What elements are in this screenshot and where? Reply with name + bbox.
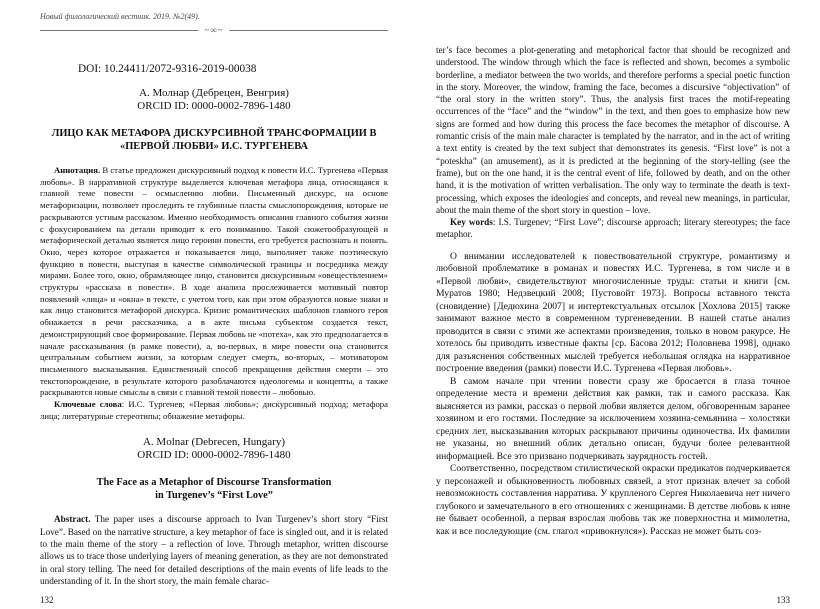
title-ru-line1: ЛИЦО КАК МЕТАФОРА ДИСКУРСИВНОЙ ТРАНСФОРМАЦИИ В [51, 128, 377, 139]
ornament-icon: ~∞~ [198, 25, 229, 35]
keywords-ru-label: Ключевые слова [54, 399, 122, 410]
author-en: A. Molnar (Debrecen, Hungary) [142, 436, 286, 449]
keywords-en-text: : I.S. Turgenev; “First Love”; discourse approach; literary stereotypes; the face metaphor. [436, 217, 790, 240]
page-number-right: 133 [776, 595, 790, 605]
orcid-en: ORCID ID: 0000-0002-7896-1480 [137, 449, 291, 462]
abstract-en [40, 513, 388, 587]
keywords-en-label: Key words [450, 217, 493, 228]
abstract-en-continued: ter’s face becomes a plot-generating and metaphorical factor that should be recognized and understood. The window through which the face is reflected and shown, becomes a symbolic borderline, a mediator between the two worlds, and therefore performs a special poetic function in the story. Moreover, the window, framing the face, becomes a discursive “objectivation” of “the oral story in the written story”. Thus, the analysis first traces the motif-repeating occurrences of the “face” and the “window” in the text, and then goes to emphasize how new signs are formed and how during this process the face becomes the metaphor of discourse. A romantic crisis of the main male character is templated by the narrator, and in the act of writing a text entity is created by the text subject that demonstrates its genesis. “First love” is not a “poteskha” (an amusement), as it is predicted at the beginning of the story-telling (see the frame), but on the one hand, it is the central event of life, followed by death, and on the other hand, it is the motivation of written verbalisation. The only way to terminate the death is text-processing, which exposes the ideologies and concepts, and reveal new meanings, in particular, about the main theme of the short story in question – love. [436, 45, 790, 215]
keywords-ru [40, 399, 388, 422]
orcid-ru: ORCID ID: 0000-0002-7896-1480 [137, 100, 291, 112]
keywords-en [436, 216, 790, 241]
abstract-en-text: The paper uses a discourse approach to Ivan Turgenev’s short story “First Love”. Based on the narrative structure, a key metaphor of face is singled out, and it is related to the main theme of the story – a reflection of love. Through metaphor, written discourse allows us to trace those underlying layers of meaning generation, as they are not demonstrated in oral story telling. The need for detailed descriptions of the main events of life leads to the understanding of it. In the short story, the main female charac- [40, 514, 388, 586]
title-en [40, 476, 388, 502]
keywords-ru-text: : И.С. Тургенев; «Первая любовь»; дискурсивный подход; метафора лица; литературные стереотипы; обнажение метафоры. [40, 399, 388, 421]
body-paragraph-3: Соответственно, посредством стилистической окраски предикатов подчеркивается у персонажей и обыкновенность любовных связей, а этот признак влечет за собой невозможность составления нарратива. У крупленого Сергея Николаевича нет ничего глубокого и замечательного в его отношениях с женщинами. В детстве любовь к няне не бывает особенной, а первая взрослая любовь так же поверхностна и мимолетна, как и все последующие (см. глагол «привокнулся»). Рассказ не может быть соз- [436, 463, 790, 537]
title-ru [40, 127, 388, 153]
doi: DOI: 10.24411/2072-9316-2019-00038 [78, 63, 257, 75]
page-number-left: 132 [40, 595, 54, 605]
body-paragraph-1: О внимании исследователей к повествовательной структуре, романтизму и любовной проблематике в романах и повестях И.С. Тургенева, в том числе и в «Первой любви», свидетельствуют многочисленные труды: статьи и книги [см. Муратов 1980; Недзвецкий 2008; Пустовойт 1973]. Вопросы вставного текста (сновидение) [Дедюхина 2007] и интертекстуальных отсылок [Хохлова 2015] также занимают важное место в современном тургеневедении. В нашей статье анализ проводится в связи с этими же аспектами произведения, только в новом ракурсе. Не хотелось бы приводить известные факты [ср. Басова 2012; Половнева 1998], однако для разъяснения собственных мыслей требуется небольшая оглядка на нарративное построение введения (рамки) повести И.С. Тургенева «Первая любовь». [436, 250, 790, 375]
title-ru-line2: «ПЕРВОЙ ЛЮБВИ» И.С. ТУРГЕНЕВА [120, 141, 308, 152]
body-paragraph-2: В самом начале при чтении повести сразу же бросается в глаза точное определение места и времени действия как рамки, так и самого рассказа. Как выясняется из рамки, рассказ о первой любви является делом, обговоренным заранее хозяином и его гостями. Последние за исключением хозяина-семьянина – холостяки средних лет, высказывания которых раскрывают причины одиночества. Их фамилии не указаны, но внешний облик детально описан, будучи более релевантной информацией. Все это призвано подчеркивать заурядность гостей. [436, 375, 790, 462]
abstract-ru-text: В статье предложен дискурсивный подход к повести И.С. Тургенева «Первая любовь». В нарративной структуре выделяется ключевая метафора лица, относящаяся к главной теме повести – осмыслению любви. Письменный дискурс, на основе метафоризации, позволяет проследить те глубинные пласты смыслопорождения, которые не раскрываются устным рассказом. Именно необходимость описания главного события жизни с фокусированием на детали приводит к его пониманию. Такой сюжетообразующей и метафорической деталью является лицо героини повести, его требуется распознать и понять. Окно, через которое отражается и показывается лицо, выполняет также поэтическую функцию в повести, выступая в качестве символической границы и посредника между мирами. Более того, окно, обрамляющее лицо, становится дискурсивным «овеществлением» структуры «рассказа в повести». В ходе анализа прослеживается мотивный повтор появлений «лица» и «окна» в тексте, с учетом того, как при этом образуются новые знаки и как лицо становится метафорой дискурса. Кризис романтических шаблонов главного героя обнажается в речи рассказчика, а в акте письма субъектом создается текст, демонстрирующий свое формирование. Первая любовь не «потеха», как это предполагается в начале рассказывания (в рамке повести), а, во-первых, в мире повести она становится центральным событием жизни, за которым следует смерть, во-вторых, – мотиватором письменного высказывания. Единственный способ прекращения действия смерти – это текстопорождение, в результате которого разоблачаются идеологемы и концепты, а также раскрываются новые смыслы в связи с главной темой повести – любовью. [40, 165, 388, 398]
author-ru: А. Молнар (Дебрецен, Венгрия) [139, 87, 289, 99]
abstract-ru [40, 165, 388, 399]
title-en-line2: in Turgenev’s “First Love” [155, 490, 273, 502]
right-page [410, 0, 820, 609]
title-en-line1: The Face as a Metaphor of Discourse Transformation [96, 477, 332, 489]
header-rule [40, 25, 388, 35]
running-head: Новый филологический вестник. 2019. №2(49). [40, 12, 200, 21]
abstract-en-label: Abstract. [54, 514, 91, 525]
abstract-ru-label: Аннотация. [54, 165, 101, 175]
